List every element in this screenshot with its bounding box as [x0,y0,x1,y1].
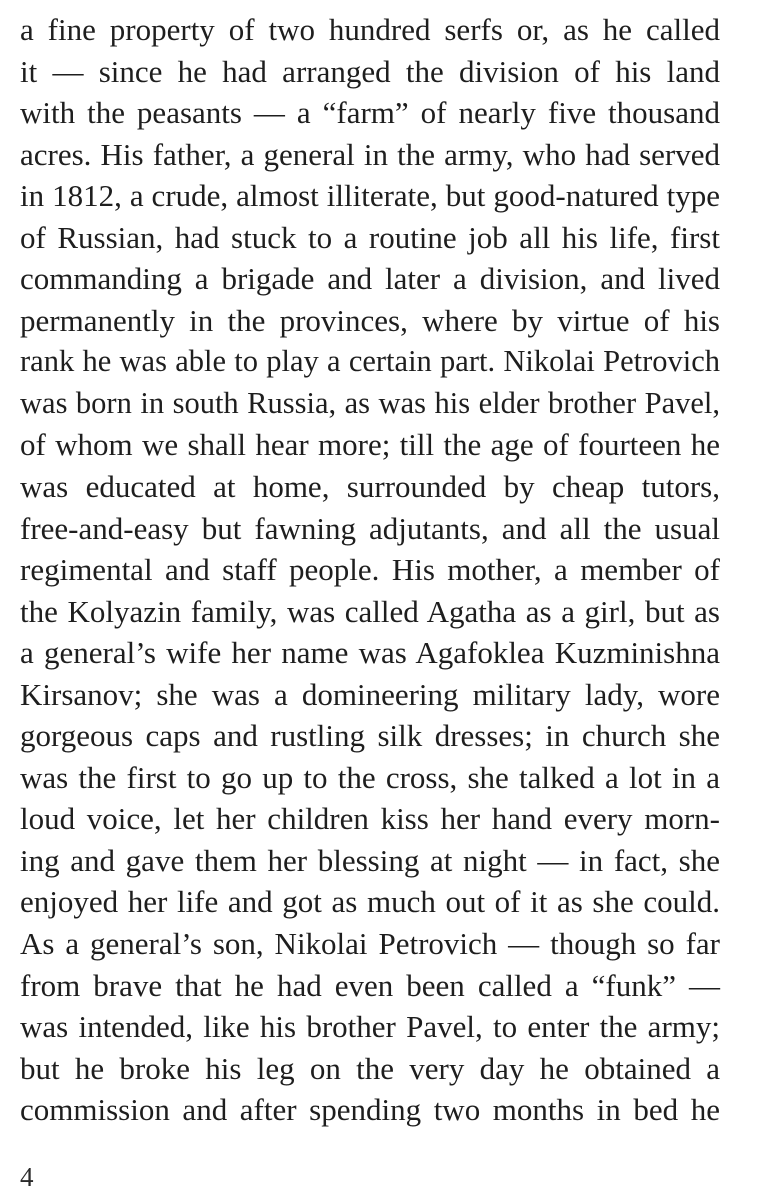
text-line: from brave that he had even been called a “funk” — [20,967,720,1003]
text-line: a fine property of two hundred serfs or, as he called [20,12,720,47]
text-line: gorgeous caps and rustling silk dresses; in church she [20,718,720,754]
text-line: a general’s wife her name was Agafoklea Kuzminishna [20,635,720,671]
text-line: was intended, like his brother Pavel, to enter the army; [20,1009,720,1045]
text-line: but he broke his leg on the very day he obtained a [20,1050,720,1086]
text-line: of whom we shall hear more; till the age of fourteen he [20,427,720,463]
text-line: rank he was able to play a certain part. Nikolai Petrovich [20,344,720,379]
text-line: in 1812, a crude, almost illiterate, but good-natured type [20,178,720,214]
text-line: enjoyed her life and got as much out of it as she could. [20,884,720,920]
text-line: commanding a brigade and later a division, and lived [20,261,720,297]
text-line: the Kolyazin family, was called Agatha as a girl, but as [20,593,720,629]
text-line: of Russian, had stuck to a routine job all his life, first [20,219,720,255]
text-line: loud voice, let her children kiss her hand every morn- [20,801,720,837]
text-line: it — since he had arranged the division of his land [20,53,720,89]
text-line: Kirsanov; she was a domineering military lady, wore [20,676,720,712]
text-line: was born in south Russia, as was his elder brother Pavel, [20,385,720,420]
text-line: As a general’s son, Nikolai Petrovich — though so far [20,926,720,962]
page-number: 4 [20,1162,34,1192]
text-line: was the first to go up to the cross, she talked a lot in a [20,759,720,795]
text-line: permanently in the provinces, where by virtue of his [20,302,720,338]
text-line: free-and-easy but fawning adjutants, and all the usual [20,510,720,546]
text-line: ing and gave them her blessing at night — in fact, she [20,842,720,878]
text-line: with the peasants — a “farm” of nearly five thousand [20,95,720,131]
text-line: commission and after spending two months in bed he [20,1092,720,1128]
text-line: regimental and staff people. His mother, a member of [20,552,720,588]
text-line: was educated at home, surrounded by cheap tutors, [20,469,720,505]
body-text [20,9,720,1131]
text-line: acres. His father, a general in the army, who had served [20,136,720,172]
